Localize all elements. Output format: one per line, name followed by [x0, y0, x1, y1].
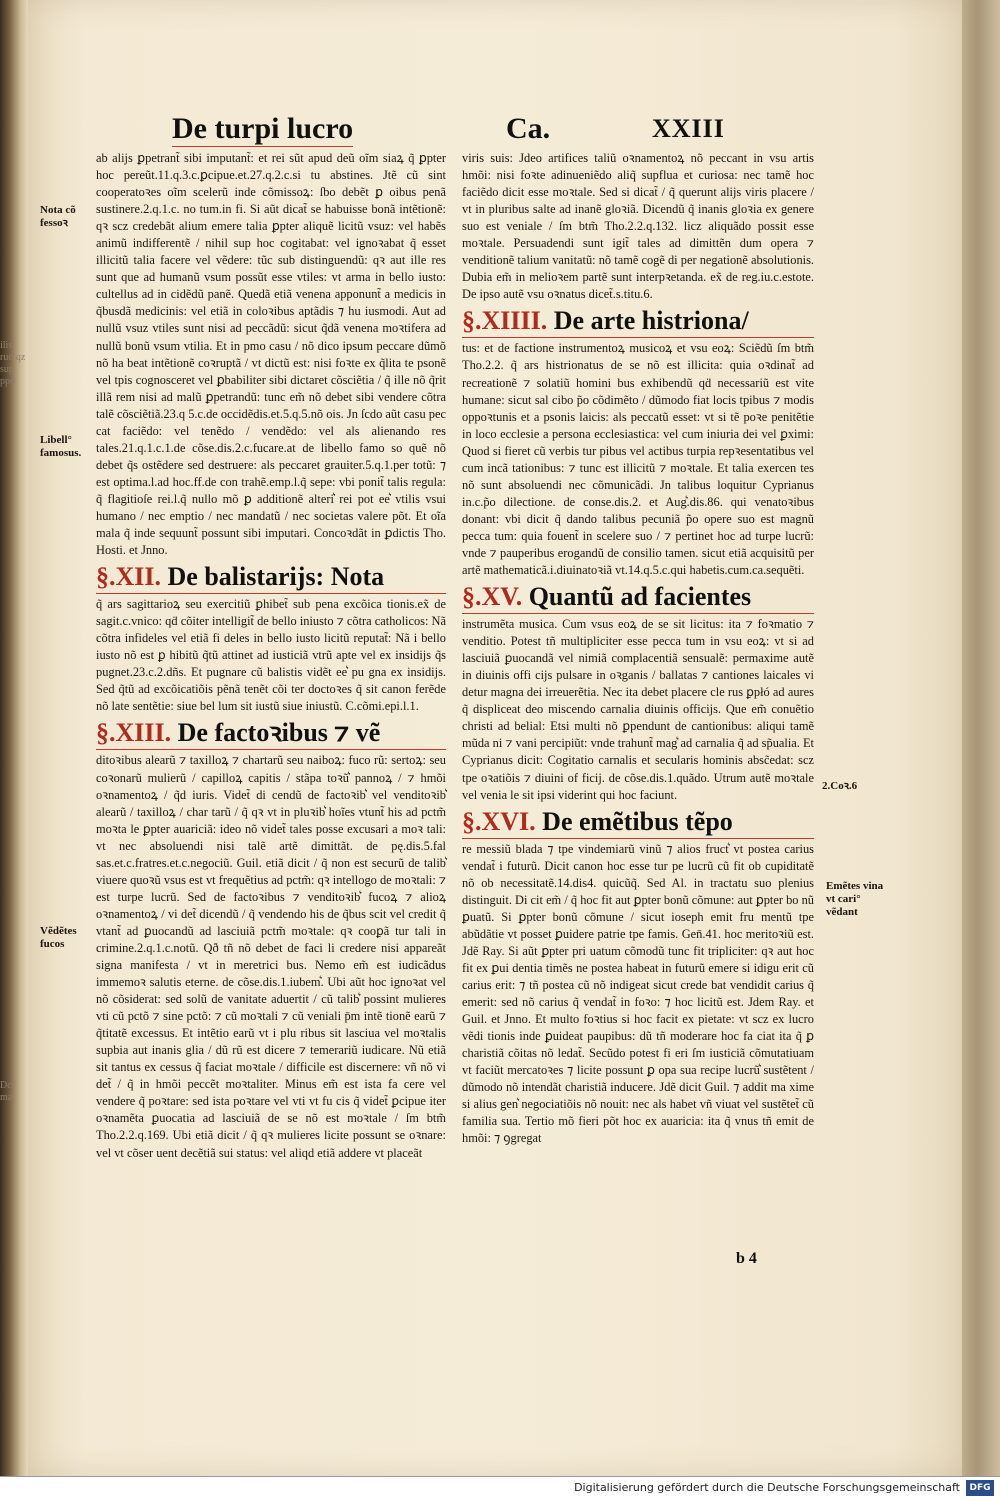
- section-title: Quantũ ad facientes: [528, 582, 752, 612]
- section-heading-xiii: [96, 718, 446, 750]
- paragraph: instrumẽta musica. Cum vsus eoꝝ de se sit licitus: ita ⁊ foꝛmatio ⁊ venditio. Potest tñ multipliciter esse pecca tum in vsu eoꝝ: vt si ad lasciuiã ꝑuocandã vel nimiã complacentiã sensualẽ: permaxime autẽ in diuinis offi cijs pulsare in oꝛganis / ballatas ⁊ cantiones laicales vi detur magna dei irreuerẽtia. Nec ita debet placere cle rus ꝑpłó ad aures q̃ displiceat deo miscendo carnalia diuinis officijs. Que em̃ conuẽtio christi ad belial: Etsi multi nõ ꝑpendunt de cantionibus: aliqui tamẽ mũda ni ⁊ vani percipiũt: vnde trahunt̃ mag͛ ad carnalia q̃ ad sp̃ualia. Et Cyprianus dicit: Cogitatio carnalis et secularis hominis absc̃edat: scz tpe oꝛatiõis ⁊ diuini of ficij. de cõse.dis.1.quãdo. Utrum autẽ moꝛtale vel venia le sit ipsi viderint qui hoc faciunt.: [462, 617, 814, 802]
- paragraph: re messiũ blada ⁊ tpe vindemiarũ vinũ ⁊ alios fruct͛ vt postea carius vendat̃ i futurũ. Dicit canon hoc esse tur pe lucrũ cũ fit ob cupiditatẽ nõ ob necessitatẽ.14.dis4. quicũq̃. Sed Al. in tractatu suo plenius distinguit. Di cit em̃ / q̃ hoc fit aut ꝑpter bonũ cõmune: aut ꝑpter bo nũ ꝑuatũ. Si ꝑpter bonũ cõmune / sicut ioseph emit fru mentũ tpe abũdãtie vt posset ꝑuidere patrie tpe famis. Gen̄.41. hoc meritoꝛiũ est. Jdẽ Ray. Si aũt ꝑpter pri uatum cõmodũ tunc fit tripliciter: qꝛ aut hoc fit ex ꝑui dentia timẽs ne postea habeat in futurũ emere si idigu erit cũ carius erit: ⁊ tñ postea cũ nõ indigeat sicut crede bat vendidit carius q̃ emerit: sed nõ carius q̃ vendat̃ in foꝛo: ⁊ hoc licitũ est. Jdem Ray. et Guil. et Jnno. Et multo foꝛtius si hoc facit ex pietate: vt scz ex lucro vẽdi tionis inde ꝑuideat paupibus: dũ tñ moderare hoc fa ciat ita q̃ ꝑ charistiã cõitas nõ ledat̃. Secũdo potest fi eri ſm iusticiã cõmutatiuam vt faciũt mercatoꝛes ⁊ licite possunt ꝑ opa sua recipe lucrũ͛ sustẽtent / dũmodo nõ intendãt charistiã inducere. Jdẽ dicit Guil. ⁊ addit ma xime si alius gen͛ negociatiõis nõ nouit: nec als habet vñ viuat vel sustẽtet̃ cũ familia sua. Tertio mõ fieri põt hoc ex auaricia: ita q̃ vnus tñ emit de hmõi: ⁊ ꝯgregat: [462, 841, 814, 1146]
- paragraph: ab alijs ꝑpetrant̃ sibi imputant̃: et rei sũt apud deũ oĩm siaꝝ q̃ ꝑpter hoc pereũt.11.q.3.c.ꝑcipue.et.27.q.2.c.si tu abstines. Jtẽ cũ sint cooperatoꝛes oĩm scelerũ inde cõmissoꝝ: ſbo debẽt ꝑ oibus penã sustinere.2.q.1.c. no tum.in fi. Si aũt dicat̃ se habuisse bonã intẽtionẽ: qꝛ scz credebãt alium emere talia ꝑpter aliquẽ licitũ vsuz: vel habẽs animũ indifferentẽ / nihil sup hoc cogitabat: vel ignoꝛabat q̃ esset illicitũ talia facere vel vẽdere: tũc sub distinguendũ: qꝛ aut ille res sunt que ad humanũ vsum possũt esse vtiles: vt arma in bello iusto: cultellus ad in cidẽdũ panẽ. Quedã etiã venena apponunt̃ a medicis in q̃busdã medicinis: vel etiã in coloꝛibus aptãdis ⁊ hu iusmodi. Aut ad nullũ vsuz vtiles sunt nisi ad peccãdũ: sicut q̃dã venena moꝛtifera ad nullũ bonũ vsum vtilia. Et in pmo casu / nõ dico ipsum peccare dũmõ nõ ha beat intẽtionẽ coꝛruptã / vt dictũ est: nisi foꝛte ex q̃lita te psonẽ vel tpis cognosceret vel ꝑbabiliter sibi dictaret cõsciẽtia / q̃ ille nõ q̃rit illã rem nisi ad malũ ꝑpetrandũ: tunc em̃ nõ debet sibi vendere cõtra talẽ cõsciẽtiã.23.q 5.c.de occidẽdis.et.5.q.5.nõ ois. Jn ſcdo aũt casu pec cat faciẽdo: vel tenẽdo / vendẽdo: vel als alienando res tales.21.q.1.c.1.de cõse.dis.2.c.fucare.at de libello famo so quẽ nõ debet q̃s ostẽdere sed destruere: als peccaret grauiter.5.q.1.per totũ: ⁊ est optima.l.ad hoc.ff.de con trahẽ.emp.l.q̃ sepe: vbi ponit̃ talis regula: q̃ flagitioſe rei.l.q̃ nullo mõ ꝑ additionẽ alteri͛ rei pot ee͛ vtilis vsui humano / nec emptio / nec mandatũ / nec societas valere põt. Et oĩa mala q̃ inde sequunt̃ possunt sibi imputari. Concoꝛdãt in ꝑdictis Tho. Hosti. et Jnno.: [96, 151, 446, 558]
- section-heading-xv: [462, 582, 814, 614]
- section-number: §.XVI.: [462, 806, 536, 836]
- signature-mark: b 4: [736, 1250, 757, 1267]
- section-heading-xiiii: [462, 306, 814, 338]
- section-heading-xvi: [462, 807, 814, 839]
- dfg-logo: DFG: [966, 1480, 994, 1496]
- book-spine: [0, 0, 28, 1476]
- section-number: §.XII.: [96, 562, 162, 592]
- paragraph: q̃ ars sagittarioꝝ seu exercitiũ ꝑhibet̃ sub pena excõica tionis.ex̃ de sagit.c.vnico: qḋ cõiter intelligit̃ de bello iniusto ⁊ cõtra catholicos: Nã cõtra infideles vel etiã fi deles in bello iusto licitũ reputat̃: Nã i bello iusto nõ est ꝑ hibitũ q̃tũ attinet ad iusticiã vtrũ apte vel ex insidijs q̃s pugnet.23.c.2.dñs. Et pugnare cũ balistis vidẽt ee͛ pu gna ex insidijs. Sed q̃tũ ad excõicatiõis pẽnã tenẽt cõi ter doctoꝛes q̃ sit canon ferẽde nõ late sentẽtie: siue bel lum sit iustũ siue iniustũ. C.cõmi.epi.l.1.: [96, 597, 446, 714]
- section-number: §.XV.: [462, 582, 523, 612]
- chapter-number: XXIII: [652, 114, 725, 143]
- section-title: De factoꝛibus ⁊ vẽ: [177, 718, 381, 748]
- footer-bar: [0, 1476, 1000, 1501]
- left-column: [96, 150, 446, 1162]
- margin-note-fucos: Vẽdẽtes fucos: [40, 925, 77, 950]
- paragraph: ditoꝛibus alearũ ⁊ taxilloꝝ ⁊ chartarũ seu naiboꝝ: fuco rũ: sertoꝝ: seu coꝛonarũ mulierũ / capilloꝝ capitis / stãpa toꝛũ͛ pannoꝝ / ⁊ hmõi oꝛnamentoꝝ / q̃d iuris. Videt̃ di cendũ de factoꝛib͛ vel venditoꝛib͛ alearũ / taxilloꝝ / char tarũ / q̃ qꝛ vt in pluꝛib͛ hoĩes vtunt̃ his ad pctm̃ moꝛta le ꝑpter auariciã: ideo nõ videt̃ tales posse excusari a moꝛ tali: vt nec absoluendi nisi talẽ artẽ dimittãt. de pę.dis.5.fal sas.et.c.fratres.et.c.negociũ. Guil. etiã dicit / q̃ non est securũ de talib͛ viuere quoꝛũ vsus est vt frequẽtius ad pctm̃: qꝛ intellogo de moꝛtali: ⁊ est turpe lucrũ. Sed de factoꝛibus ⁊ venditoꝛib͛ fucoꝝ ⁊ alioꝝ oꝛnamentoꝝ / vi det̃ dicendũ / q̃ vendendo his de q̃bus scit vel credit q̃ vtant̃ ad ꝑuocandũ ad lasciuiã pctm̃ moꝛtale: qꝛ cooꝑã tur tali in crimine.2.q.1.c.notũ. Qð tñ nõ debet de faci li credere nisi appareãt signa manifesta / vt in meretrici bus. Nemo em̃ est iudicãdus immemoꝛ salutis eterne. de cõse.dis.1.iubem͛. Ubi aũt hoc ignoꝛat vel nõ cõsiderat: sed solũ de vanitate aduertit / cũ talib͛ possint mulieres vti cũ pctõ ⁊ sine pctõ: ⁊ cũ moꝛtali ⁊ cũ veniali p̄m intẽ tionẽ earũ ⁊ q̃titatẽ excessus. Et intẽtio earũ vt i plu ribus sit lasciua vel moꝛtalis supbia aut inanis glia / dũ rũ est dicere ⁊ temerariũ iudicare. Nũ etiã sit tantus ex cessus q̃ faciat moꝛtale / difficile est discernere: vñ nõ vi det̃ / q̃ in hmõi peccẽt moꝛtaliter. Minus em̃ est ista fa cere vel vendere q̃ poꝛtare: sed ista poꝛtare vel vti vt fu cis q̃ videt̃ ꝑcipue iter oꝛnamẽta ꝑuocatia ad lasciuiã de se nõ est moꝛtale / ſm btm̃ Tho.2.2.q.169. Ubi etiã dicit / q̃ qꝛ mulieres licite possunt se oꝛnare: vel vt cõser uent decẽtiã sui status: vel aliqd etiã addere vt placeãt: [96, 753, 446, 1160]
- section-title: De balistarijs: Nota: [167, 562, 385, 592]
- margin-note-corinthians: 2.Coꝛ.6: [822, 780, 858, 792]
- margin-note-faded-top: ilis ruo͛ qz sup ppo: [0, 340, 26, 387]
- page-edge: [962, 0, 1000, 1476]
- margin-note-faded-bottom: Dcĩ ma: [0, 1080, 15, 1103]
- chapter-label: Ca.: [506, 112, 551, 145]
- section-title: De emẽtibus tẽpo: [542, 806, 733, 836]
- section-number: §.XIIII.: [462, 306, 548, 336]
- paragraph: tus: et de factione instrumentoꝝ musicoꝝ et vsu eoꝝ: Sciẽdũ ſm btm̃ Tho.2.2. q̃ ars histrionatus de se nõ est illicita: quia oꝛdinat̃ ad recreationẽ ⁊ solatiũ homini bus exhibendũ qḋ necessariũ est vite humane: sicut sal cibo p̃o cõdimẽto / dũmodo fiat locis tpibus ⁊ modis oppoꝛtunis et a psonis laicis: als peccatũ esset: vt si tẽ poꝛe penitẽtie in loco ecclesie a persona ecclesiastica: vel cum iniuria dei vel ꝑximi: Quod si fieret cũ verbis tur pibus vel actibus turpia repꝛesentatibus vel cum incã tationibus: ⁊ tunc est illicitũ ⁊ moꝛtale. Et talia exercen tes nõ sunt absoluendi nec cõmunicãdi. Jn talibus loquitur Cyprianus in.c.p̃o dilectione. de conse.dis.2. et Aug͛.dis.86. qui venatoꝛibus donant: vbi dicit q̃ dando talibus pecuniã p̃o opere suo est magnũ pecca tum: quia fouent̃ in scelere suo / ⁊ pertinet hoc ad turpe lucrũ: vnde ⁊ pauperibus erogandũ de consilio tamen. sicut etiã acquisitũ per artẽ mathematicã.i.diuinatoꝛiã vt.14.q.5.c.qui habetis.cum.ca.sequẽti.: [462, 341, 814, 578]
- paragraph: viris suis: Jdeo artifices taliũ oꝛnamentoꝝ nõ peccant in vsu artis hmõi: nisi foꝛte adinueniẽdo aliq̃ supflua et curiosa: nec tamẽ hoc faciẽdo dicit esse moꝛtale. Sed si dicat̃ / q̃ querunt alijs viris placere / vt in pluribus salte ad inanẽ gloꝛiã. Dicendũ q̃ inanis gloꝛia ex genere suo est veniale / ſm btm̃ Tho.2.2.q.132. licz aliquãdo possit esse moꝛtale. Persuadendi sunt igit̃ tales ad dimittẽn dum opera ⁊ venditionẽ talium vanitatũ: nõ tamẽ cogẽ di per negationẽ absolutionis. Dubia em̃ in melioꝛem partẽ sunt interpꝛetanda. ex̃ de reg.iu.c.estote. De ipso autẽ vsu oꝛnatus dicet̃.s.titu.6.: [462, 151, 814, 302]
- running-title: De turpi lucro: [172, 112, 354, 145]
- section-heading-xii: [96, 562, 446, 594]
- footer-credit: Digitalisierung gefördert durch die Deutsche Forschungsgemeinschaft: [574, 1481, 960, 1494]
- right-column: [462, 150, 814, 1147]
- section-title: De arte histriona/: [553, 306, 749, 336]
- margin-note-libellus: Libell° famosus.: [40, 434, 82, 459]
- margin-note-confessor: Nota cõ fessoꝛ: [40, 204, 76, 229]
- section-number: §.XIII.: [96, 718, 172, 748]
- margin-note-ementes: Emẽtes vina vt cari° vẽdant: [826, 880, 884, 918]
